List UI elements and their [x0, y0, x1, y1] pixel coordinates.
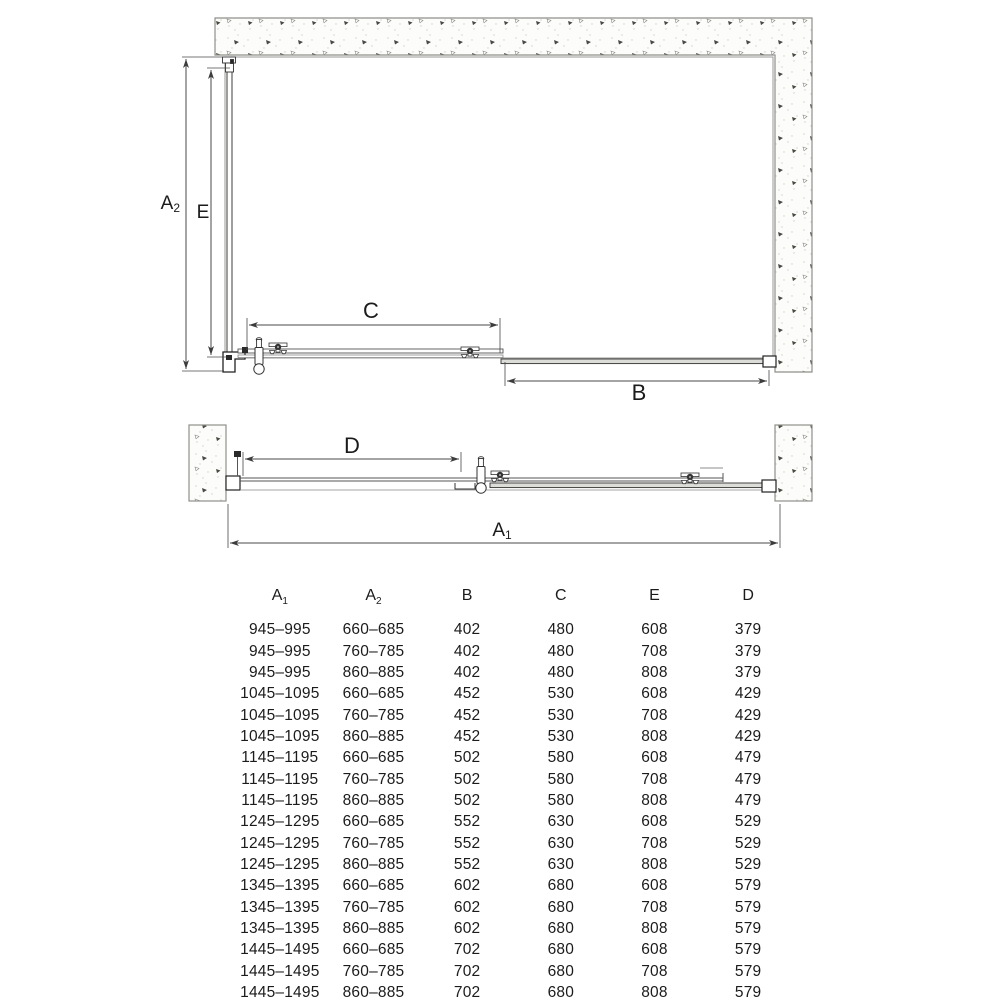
table-cell: 479 — [734, 749, 762, 767]
table-row — [233, 939, 795, 960]
table-cell: 1345–1395 — [240, 898, 320, 916]
table-cell: 808 — [641, 791, 668, 809]
table-cell: 402 — [453, 663, 481, 681]
table-cell: 580 — [547, 749, 575, 767]
column-header-c — [514, 585, 608, 619]
table-row — [233, 769, 795, 790]
dim-a2-label: A — [160, 193, 174, 214]
dim-a2-sub: 2 — [173, 201, 180, 215]
table-cell: 1345–1395 — [240, 877, 320, 895]
plan-view — [161, 18, 812, 405]
table-cell: 580 — [547, 770, 575, 788]
table-row — [233, 811, 795, 832]
column-header-e — [608, 585, 702, 619]
table-cell: 660–685 — [342, 813, 405, 831]
table-cell: 708 — [641, 770, 668, 788]
table-cell: 608 — [641, 685, 668, 703]
column-header-a2 — [327, 585, 421, 619]
table-cell: 480 — [547, 642, 575, 660]
wall-left — [189, 425, 226, 501]
wall-bracket-right — [763, 356, 776, 367]
table-cell: 702 — [453, 984, 481, 1000]
table-row — [233, 833, 795, 854]
dim-a1-sub: 1 — [505, 528, 512, 542]
table-cell: 580 — [547, 791, 575, 809]
column-header-a1 — [233, 585, 327, 619]
table-cell: 680 — [547, 898, 575, 916]
dimension-a1 — [228, 504, 780, 548]
table-cell: 579 — [734, 984, 762, 1000]
table-row — [233, 961, 795, 982]
table-row — [233, 747, 795, 768]
table-cell: 602 — [453, 898, 481, 916]
table-cell: 680 — [547, 984, 575, 1000]
header-text: B — [461, 587, 473, 604]
table-cell: 608 — [641, 877, 668, 895]
table-cell: 660–685 — [342, 877, 405, 895]
table-cell: 480 — [547, 663, 575, 681]
table-cell: 630 — [547, 855, 575, 873]
table-cell: 860–885 — [342, 663, 405, 681]
column-header-b — [420, 585, 514, 619]
table-cell: 429 — [734, 727, 762, 745]
dimension-b — [505, 362, 769, 405]
dimension-table — [233, 585, 795, 1000]
header-text: A — [365, 587, 377, 604]
size-table — [233, 585, 795, 1000]
table-cell: 630 — [547, 834, 575, 852]
table-cell: 945–995 — [248, 663, 311, 681]
table-cell: 602 — [453, 877, 481, 895]
table-cell: 552 — [453, 834, 481, 852]
table-cell: 1145–1195 — [241, 749, 319, 767]
table-cell: 379 — [734, 642, 762, 660]
floor-guide — [455, 483, 475, 489]
table-cell: 808 — [641, 663, 668, 681]
table-cell: 530 — [547, 727, 575, 745]
table-cell: 1445–1495 — [240, 941, 320, 959]
table-cell: 680 — [547, 941, 575, 959]
table-cell: 808 — [641, 920, 668, 937]
table-cell: 602 — [453, 920, 481, 937]
table-cell: 945–995 — [248, 642, 311, 660]
table-cell: 702 — [453, 962, 481, 980]
table-cell: 1345–1395 — [240, 920, 320, 937]
table-cell: 579 — [734, 962, 762, 980]
table-row — [233, 726, 795, 747]
table-cell: 808 — [641, 855, 668, 873]
table-cell: 452 — [453, 685, 481, 703]
header-text: D — [742, 587, 754, 604]
table-row — [233, 854, 795, 875]
header-sub: 1 — [282, 596, 288, 608]
table-cell: 808 — [641, 727, 668, 745]
table-cell: 860–885 — [342, 791, 405, 809]
table-row — [233, 641, 795, 662]
table-cell: 452 — [453, 706, 481, 724]
table-cell: 1445–1495 — [240, 984, 320, 1000]
wall-right — [775, 425, 812, 501]
wall-profile-left — [226, 476, 240, 490]
wall-profile-right — [762, 480, 776, 492]
table-cell: 579 — [734, 941, 762, 959]
column-header-d — [701, 585, 795, 619]
dimension-a2 — [161, 57, 230, 371]
table-cell: 579 — [734, 877, 762, 895]
table-cell: 708 — [641, 706, 668, 724]
dim-b-label: B — [631, 380, 647, 405]
dimension-d — [243, 433, 461, 476]
table-cell: 702 — [453, 941, 481, 959]
table-cell: 760–785 — [342, 770, 405, 788]
table-cell: 402 — [453, 621, 481, 639]
door-front-view — [189, 425, 812, 548]
table-cell: 452 — [453, 727, 481, 745]
table-row — [233, 662, 795, 683]
table-cell: 1245–1295 — [240, 813, 320, 831]
table-cell: 429 — [734, 685, 762, 703]
table-cell: 502 — [453, 791, 481, 809]
door-handle-icon — [476, 457, 486, 494]
table-cell: 1045–1095 — [240, 706, 320, 724]
table-cell: 708 — [641, 834, 668, 852]
table-row — [233, 683, 795, 704]
dim-a1-label: A — [492, 520, 505, 541]
table-cell: 579 — [734, 898, 762, 916]
table-cell: 479 — [734, 791, 762, 809]
table-cell: 480 — [547, 621, 575, 639]
table-cell: 808 — [641, 984, 668, 1000]
table-cell: 860–885 — [342, 920, 405, 937]
table-cell: 680 — [547, 962, 575, 980]
header-text: E — [649, 587, 660, 604]
table-cell: 680 — [547, 920, 575, 937]
dim-d-label: D — [344, 433, 360, 458]
track-assembly — [226, 451, 776, 493]
table-cell: 1445–1495 — [240, 962, 320, 980]
table-cell: 608 — [641, 749, 668, 767]
table-cell: 660–685 — [342, 749, 405, 767]
header-text: A — [271, 587, 283, 604]
table-cell: 379 — [734, 663, 762, 681]
fixed-panel — [501, 359, 763, 364]
table-cell: 552 — [453, 813, 481, 831]
table-cell: 1245–1295 — [240, 855, 320, 873]
table-cell: 760–785 — [342, 962, 405, 980]
table-cell: 502 — [453, 749, 481, 767]
table-cell: 530 — [547, 685, 575, 703]
table-cell: 1145–1195 — [241, 791, 319, 809]
table-cell: 608 — [641, 941, 668, 959]
top-wall-clamp — [223, 57, 236, 72]
table-cell: 760–785 — [342, 834, 405, 852]
enclosure-outline — [225, 57, 773, 358]
size-table-body — [233, 619, 795, 1000]
table-cell: 708 — [641, 642, 668, 660]
table-cell: 630 — [547, 813, 575, 831]
table-cell: 760–785 — [342, 898, 405, 916]
table-cell: 608 — [641, 813, 668, 831]
table-cell: 708 — [641, 898, 668, 916]
table-cell: 1045–1095 — [240, 685, 320, 703]
dim-e-label: E — [196, 202, 210, 223]
table-cell: 1245–1295 — [240, 834, 320, 852]
table-cell: 660–685 — [342, 685, 405, 703]
table-cell: 608 — [641, 621, 668, 639]
header-text: C — [555, 587, 567, 604]
table-cell: 529 — [734, 855, 762, 873]
table-cell: 945–995 — [248, 621, 311, 639]
table-cell: 579 — [734, 920, 762, 937]
table-cell: 1145–1195 — [241, 770, 319, 788]
table-cell: 502 — [453, 770, 481, 788]
stop-fitting — [234, 451, 241, 457]
table-row — [233, 897, 795, 918]
table-cell: 379 — [734, 621, 762, 639]
table-cell: 860–885 — [342, 984, 405, 1000]
dim-c-label: C — [363, 298, 379, 323]
side-glass-panel — [227, 62, 232, 354]
table-row — [233, 790, 795, 811]
svg-text:A2 — [161, 193, 181, 215]
header-sub: 2 — [376, 596, 382, 608]
header-row — [233, 585, 795, 619]
table-row — [233, 982, 795, 1000]
roller-icon — [491, 471, 509, 482]
table-row — [233, 619, 795, 640]
fixed-panel — [490, 483, 763, 488]
table-row — [233, 875, 795, 896]
table-cell: 760–785 — [342, 642, 405, 660]
table-cell: 1045–1095 — [240, 727, 320, 745]
table-cell: 529 — [734, 834, 762, 852]
table-cell: 429 — [734, 706, 762, 724]
table-row — [233, 705, 795, 726]
table-cell: 479 — [734, 770, 762, 788]
table-cell: 660–685 — [342, 621, 405, 639]
table-cell: 760–785 — [342, 706, 405, 724]
table-cell: 529 — [734, 813, 762, 831]
svg-text:A1 — [492, 520, 512, 542]
table-cell: 708 — [641, 962, 668, 980]
table-cell: 552 — [453, 855, 481, 873]
table-cell: 860–885 — [342, 727, 405, 745]
table-cell: 530 — [547, 706, 575, 724]
table-cell: 860–885 — [342, 855, 405, 873]
table-cell: 660–685 — [342, 941, 405, 959]
table-cell: 402 — [453, 642, 481, 660]
table-row — [233, 918, 795, 939]
table-cell: 680 — [547, 877, 575, 895]
